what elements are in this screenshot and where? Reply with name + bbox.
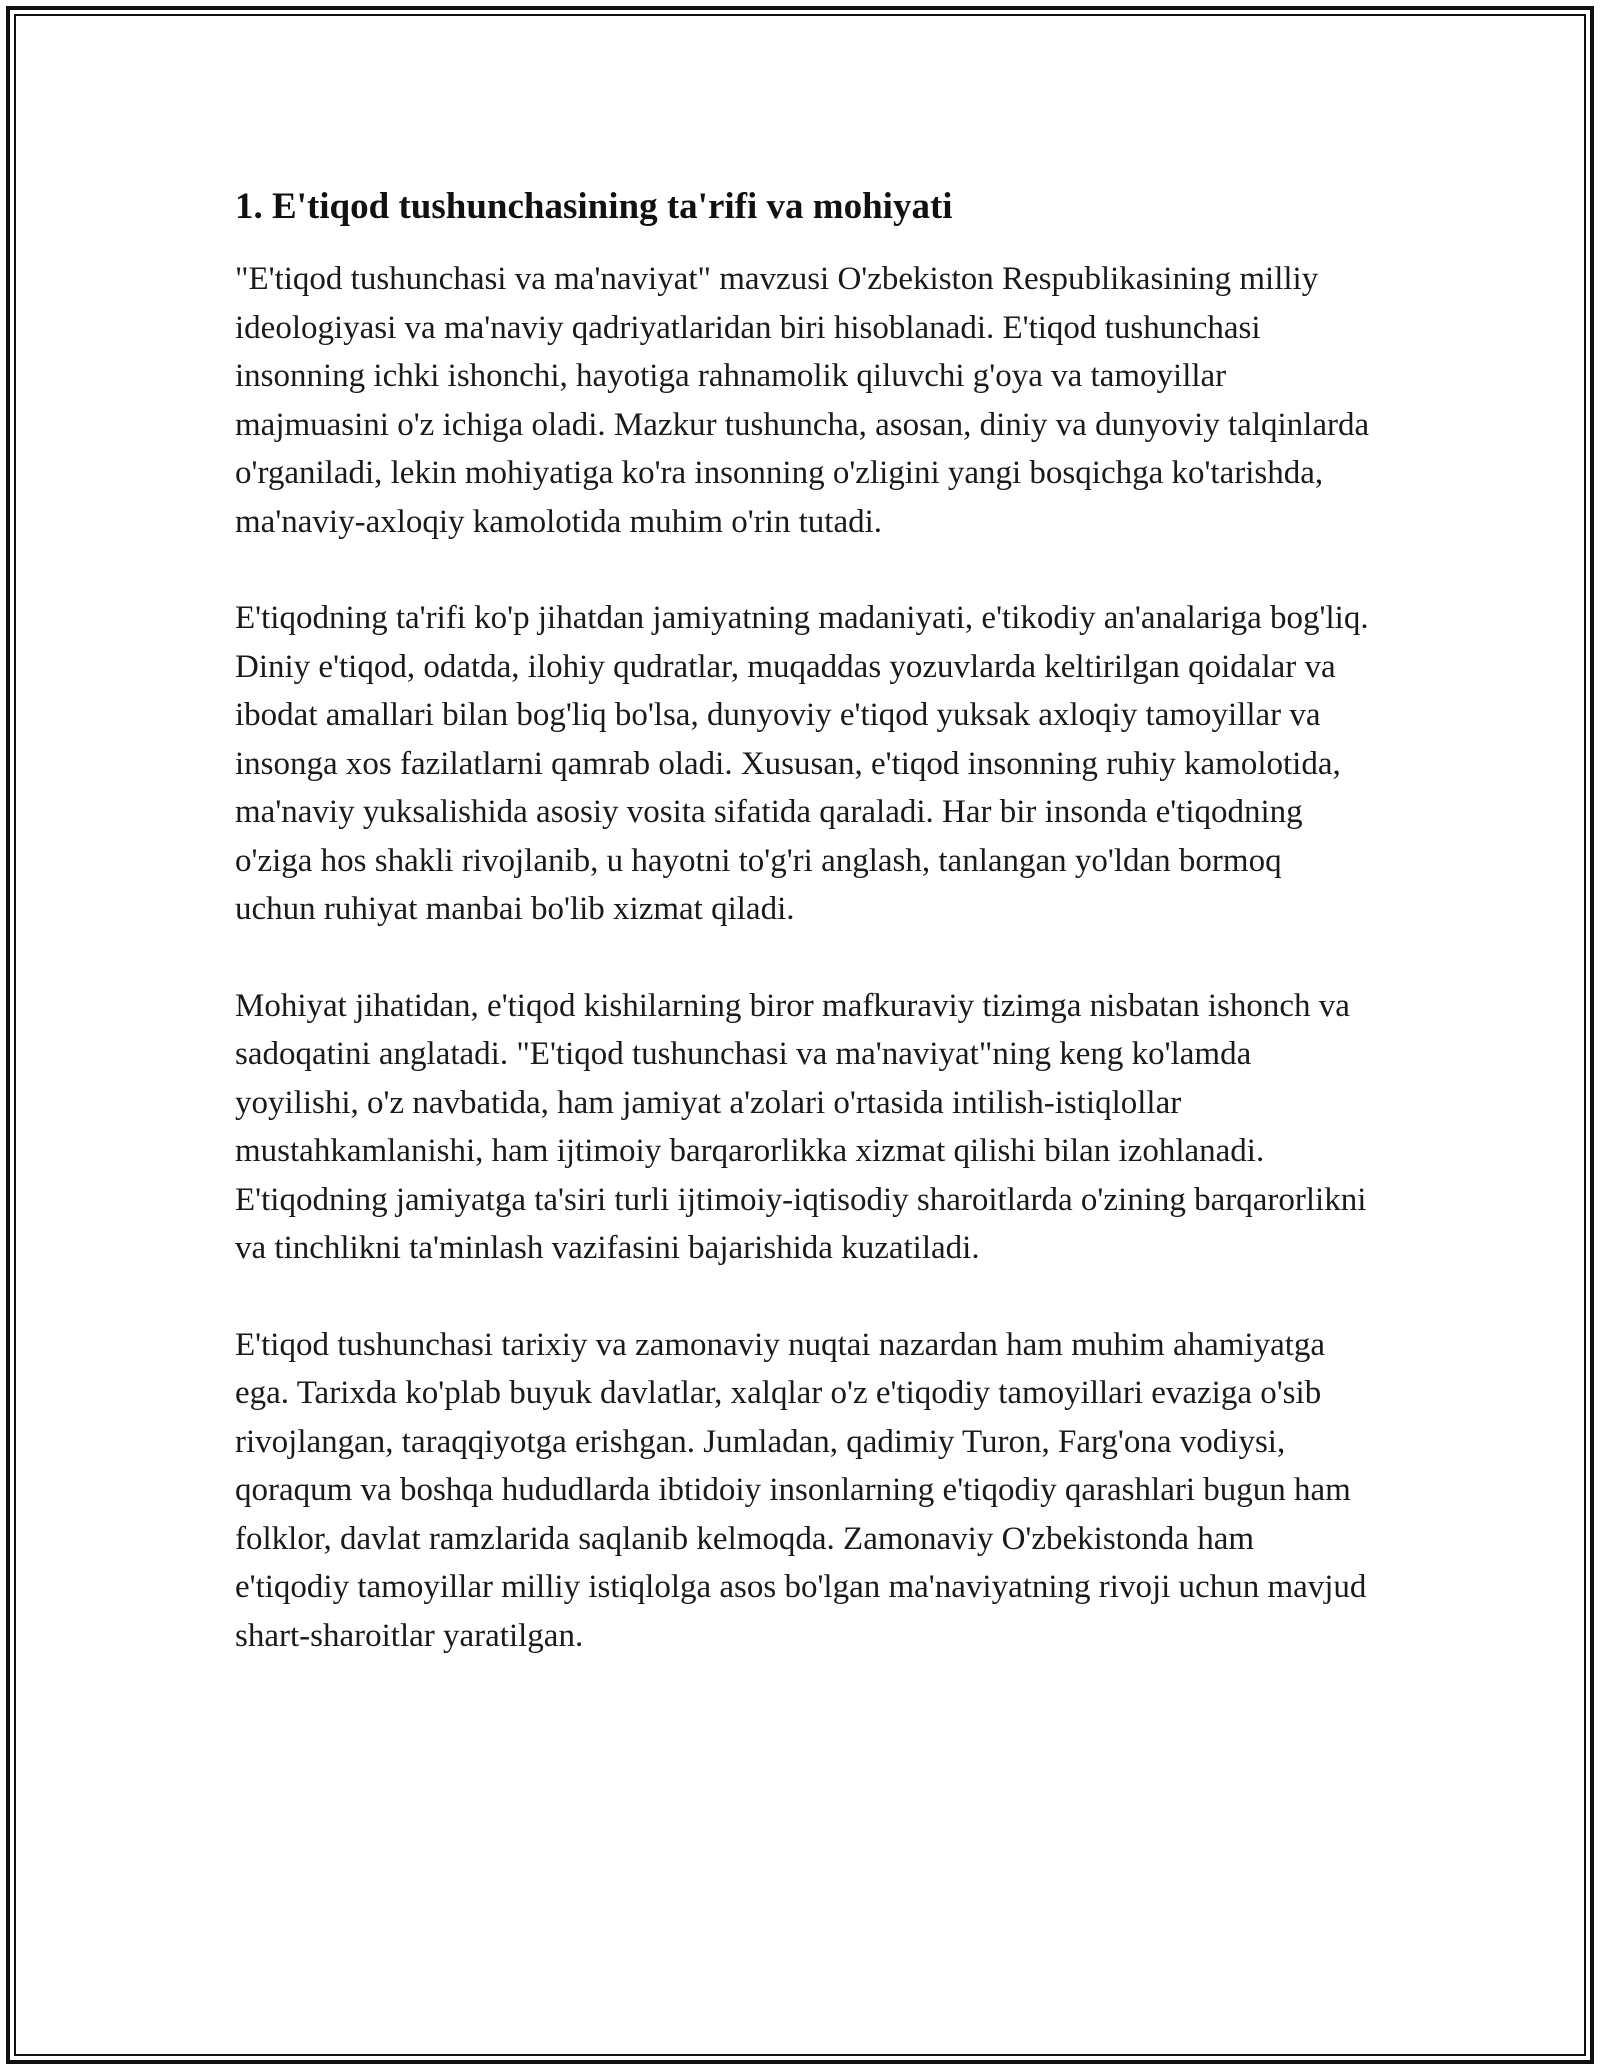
paragraph-1: "E'tiqod tushunchasi va ma'naviyat" mavzusi O'zbekiston Respublikasining milliy ideologiyasi va ma'naviy qadriyatlaridan biri hisoblanadi. E'tiqod tushunchasi insonning ichki ishonchi, hayotiga rahnamolik qiluvchi g'oya va tamoyillar majmuasini o'z ichiga oladi. Mazkur tushuncha, asosan, diniy va dunyoviy talqinlarda o'rganiladi, lekin mohiyatiga ko'ra insonning o'zligini yangi bosqichga ko'tarishda, ma'naviy-axloqiy kamolotida muhim o'rin tutadi. [235,261,1370,540]
paragraph-2: E'tiqodning ta'rifi ko'p jihatdan jamiyatning madaniyati, e'tikodiy an'analariga bog'liq. Diniy e'tiqod, odatda, ilohiy qudratlar, muqaddas yozuvlarda keltirilgan qoidalar va ibodat amallari bilan bog'liq bo'lsa, dunyoviy e'tiqod yuksak axloqiy tamoyillar va insonga xos fazilatlarni qamrab oladi. Xususan, e'tiqod insonning ruhiy kamolotida, ma'naviy yuksalishida asosiy vosita sifatida qaraladi. Har bir insonda e'tiqodning o'ziga hos shakli rivojlanib, u hayotni to'g'ri anglash, tanlangan yo'ldan bormoq uchun ruhiyat manbai bo'lib xizmat qiladi. [235,600,1369,927]
paragraph-4: E'tiqod tushunchasi tarixiy va zamonaviy nuqtai nazardan ham muhim ahamiyatga ega. Tarixda ko'plab buyuk davlatlar, xalqlar o'z e'tiqodiy tamoyillari evaziga o'sib rivojlangan, taraqqiyotga erishgan. Jumladan, qadimiy Turon, Farg'ona vodiysi, qoraqum va boshqa hududlarda ibtidoiy insonlarning e'tiqodiy qarashlari bugun ham folklor, davlat ramzlarida saqlanib kelmoqda. Zamonaviy O'zbekistonda ham e'tiqodiy tamoyillar milliy istiqlolga asos bo'lgan ma'naviyatning rivoji uchun mavjud shart-sharoitlar yaratilgan. [235,1326,1367,1654]
section-heading: 1. E'tiqod tushunchasining ta'rifi va mohiyati [235,186,953,227]
document-body [235,183,1370,1708]
paragraph-3: Mohiyat jihatidan, e'tiqod kishilarning biror mafkuraviy tizimga nisbatan ishonch va sadoqatini anglatadi. "E'tiqod tushunchasi va ma'naviyat"ning keng ko'lamda yoyilishi, o'z navbatida, ham jamiyat a'zolari o'rtasida intilish-istiqlollar mustahkamlanishi, ham ijtimoiy barqarorlikka xizmat qilishi bilan izohlanadi. E'tiqodning jamiyatga ta'siri turli ijtimoiy-iqtisodiy sharoitlarda o'zining barqarorlikni va tinchlikni ta'minlash vazifasini bajarishida kuzatiladi. [235,987,1367,1266]
